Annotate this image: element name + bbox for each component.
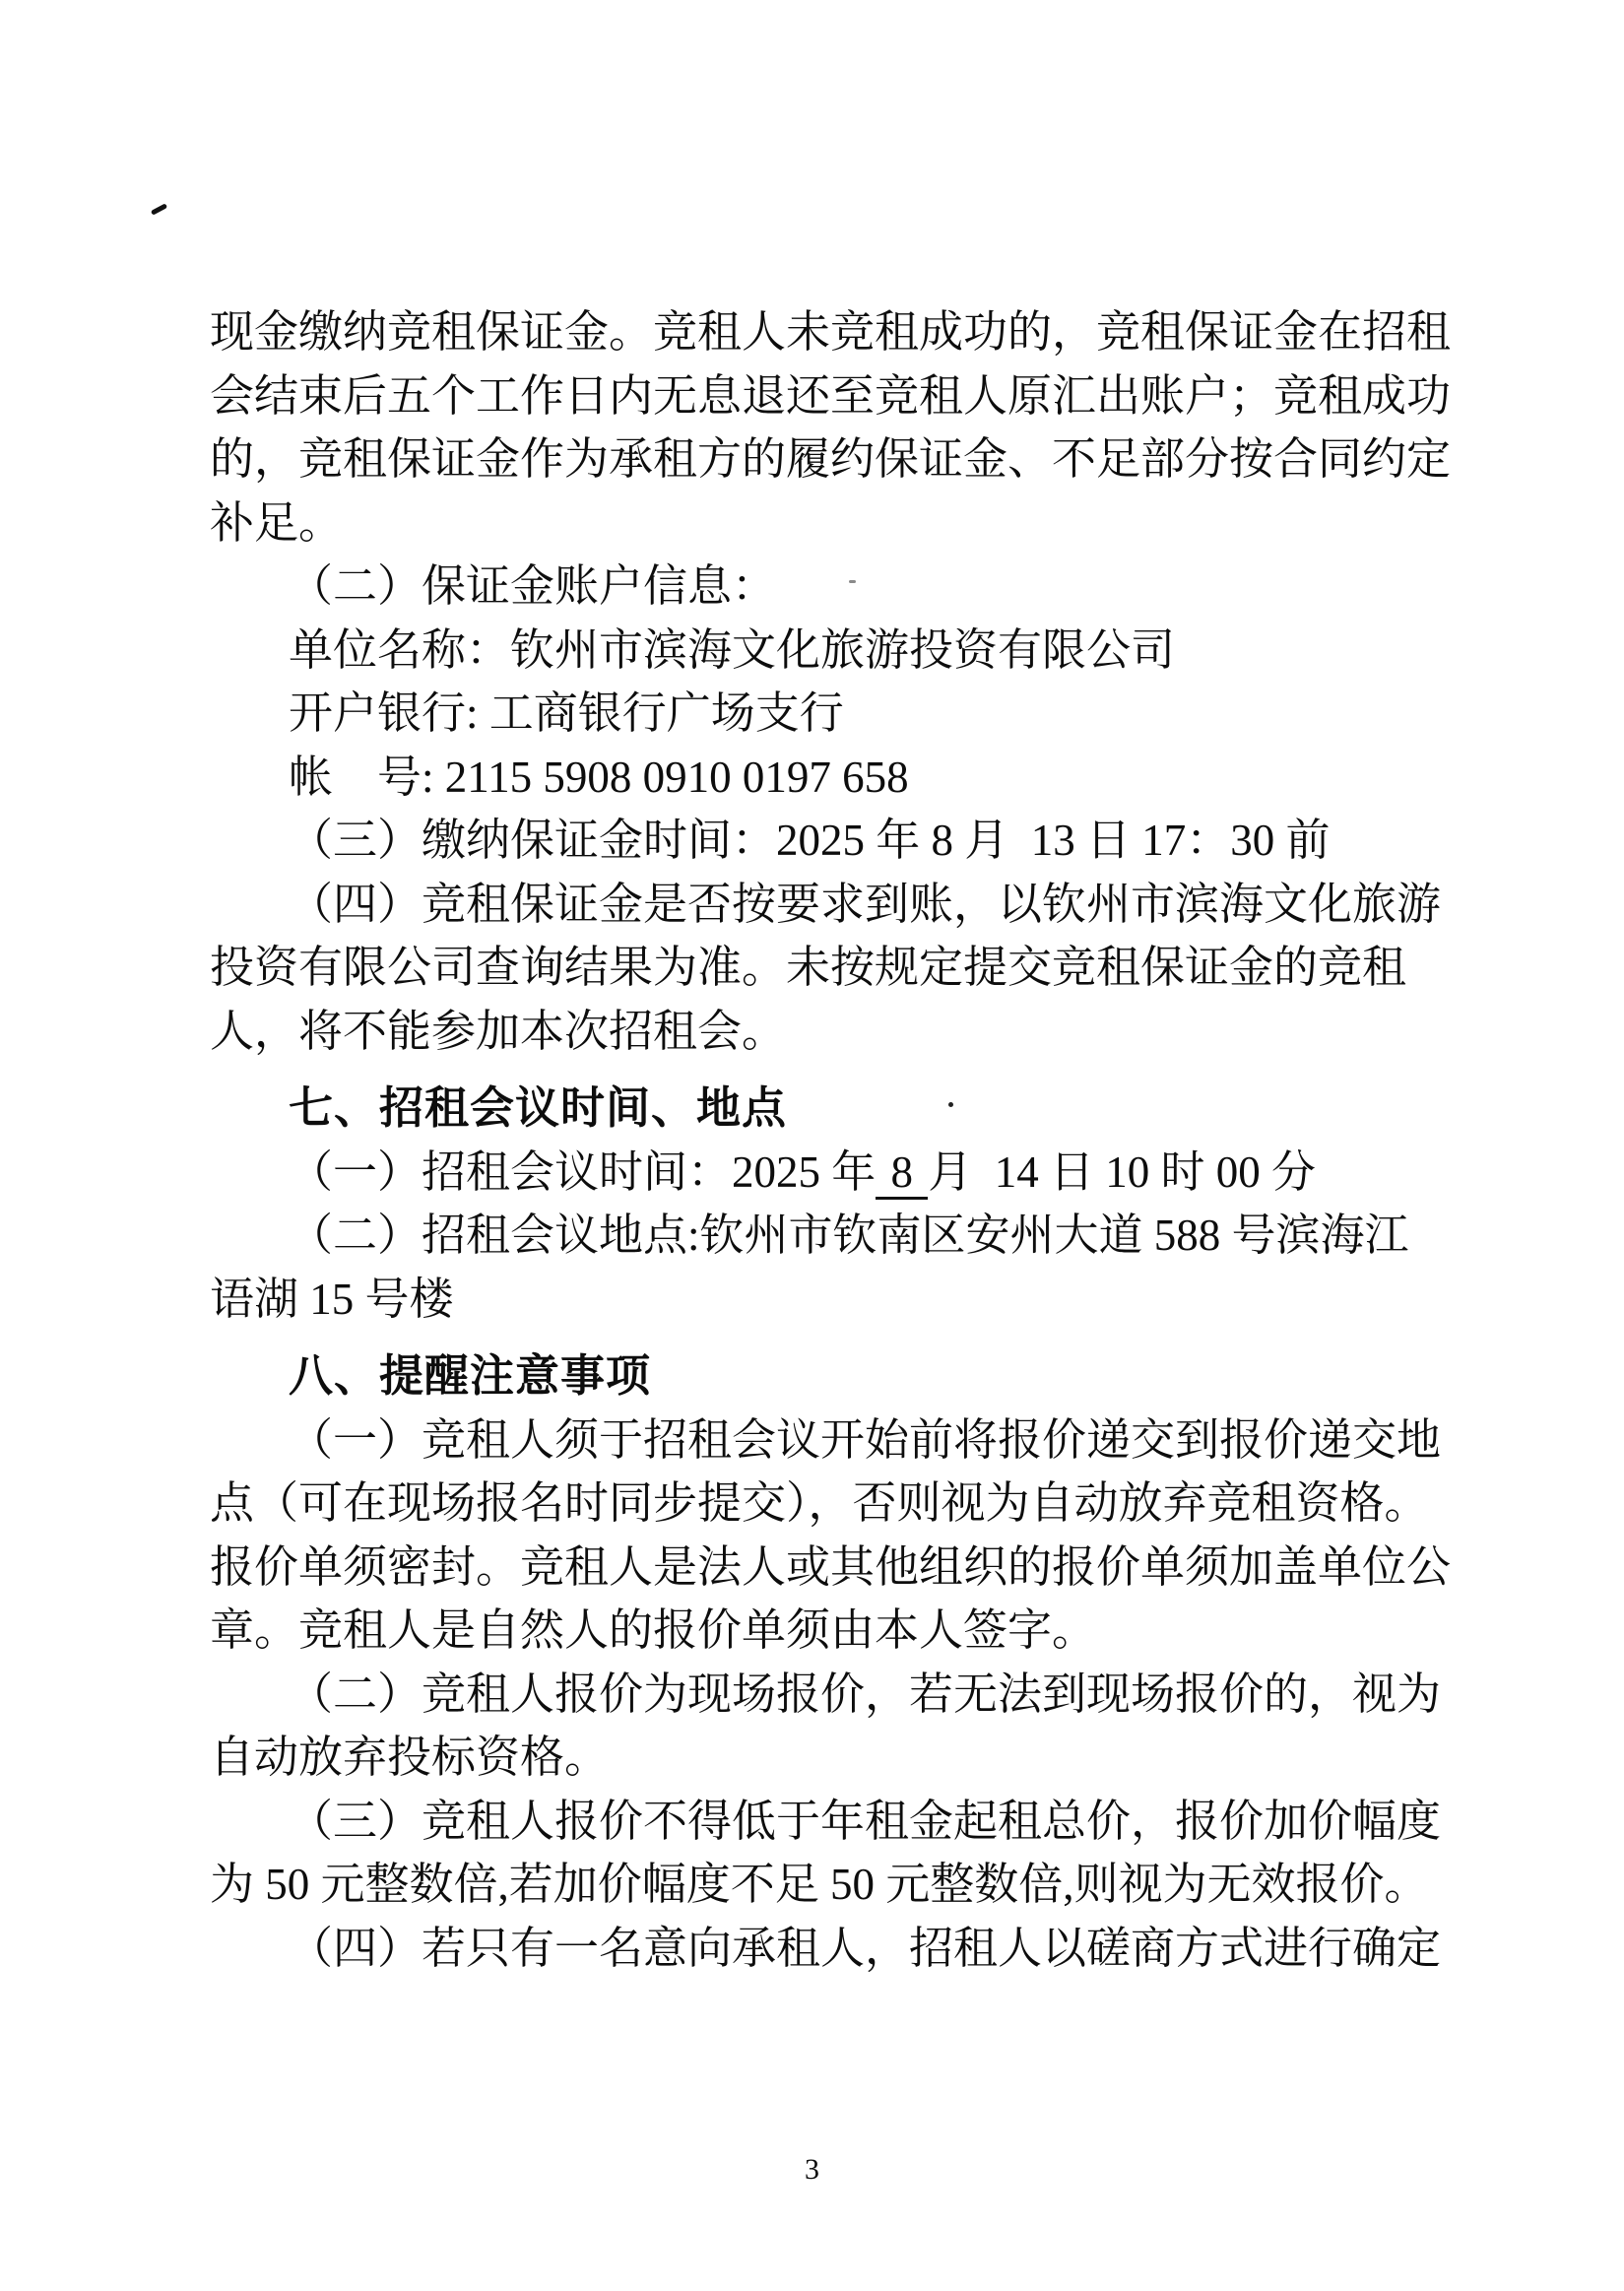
line-text: 人，将不能参加本次招租会。 <box>210 1006 787 1056</box>
line-text: 会结束后五个工作日内无息退还至竞租人原汇出账户；竞租成功 <box>210 370 1452 421</box>
line-text: 开户银行: 工商银行广场支行 <box>289 688 844 738</box>
document-line <box>210 300 1452 364</box>
line-text: 投资有限公司查询结果为准。未按规定提交竞租保证金的竞租 <box>210 943 1407 992</box>
line-text: 点（可在现场报名时同步提交），否则视为自动放弃竞租资格。 <box>210 1478 1429 1528</box>
document-line <box>210 555 1413 619</box>
document-line <box>210 746 1413 810</box>
line-text: （四）竞租保证金是否按要求到账，以钦州市滨海文化旅游 <box>289 879 1442 929</box>
section-heading <box>210 1077 1413 1141</box>
document-line <box>210 1268 1413 1332</box>
scan-artifact-mark <box>151 203 167 215</box>
line-text: 章。竞租人是自然人的报价单须由本人签字。 <box>210 1605 1097 1655</box>
line-text: （二）招租会议地点:钦州市钦南区安州大道 588 号滨海江 <box>289 1211 1409 1260</box>
document-line <box>210 1000 1413 1064</box>
line-text: 报价单须密封。竞租人是法人或其他组织的报价单须加盖单位公 <box>210 1541 1452 1592</box>
document-line <box>210 1790 1442 1854</box>
line-text: 帐 号: 2115 5908 0910 0197 658 <box>289 752 909 802</box>
line-text: 语湖 15 号楼 <box>210 1274 454 1324</box>
line-text: （二）竞租人报价为现场报价，若无法到现场报价的，视为 <box>289 1669 1442 1719</box>
line-text: 单位名称：钦州市滨海文化旅游投资有限公司 <box>289 624 1176 675</box>
line-text: （四）若只有一名意向承租人，招租人以磋商方式进行确定 <box>289 1923 1442 1973</box>
section-heading <box>210 1344 1413 1408</box>
document-line <box>210 1141 1413 1205</box>
document-line <box>210 1408 1442 1473</box>
document-line <box>210 491 1413 556</box>
document-line <box>210 1853 1429 1917</box>
page-number: 3 <box>805 2153 819 2186</box>
line-text: 为 50 元整数倍,若加价幅度不足 50 元整数倍,则视为无效报价。 <box>210 1860 1429 1909</box>
document-line <box>210 809 1413 873</box>
line-text: （三）缴纳保证金时间：2025 年 8 月 13 日 17：30 前 <box>289 816 1331 865</box>
line-text: （三）竞租人报价不得低于年租金起租总价，报价加价幅度 <box>289 1796 1442 1846</box>
document-line <box>210 619 1413 683</box>
underlined-value: 8 <box>876 1147 928 1200</box>
document-line <box>210 1536 1452 1600</box>
document-line <box>210 873 1442 937</box>
line-text: 七、招租会议时间、地点 <box>289 1082 788 1133</box>
document-line <box>210 364 1452 428</box>
document-line <box>210 1472 1429 1536</box>
document-line <box>210 1917 1442 1981</box>
line-text: 自动放弃投标资格。 <box>210 1733 610 1782</box>
document-line <box>210 1204 1413 1268</box>
document-line <box>210 936 1413 1000</box>
line-segment: 月 14 日 10 时 00 分 <box>928 1146 1317 1197</box>
document-line <box>210 1726 1413 1790</box>
line-segment: （一）招租会议时间：2025 年 <box>289 1146 877 1197</box>
line-text: 的，竞租保证金作为承租方的履约保证金、不足部分按合同约定 <box>210 434 1452 484</box>
line-text: 八、提醒注意事项 <box>289 1350 652 1401</box>
line-text: （一）竞租人须于招租会议开始前将报价递交到报价递交地 <box>289 1414 1442 1465</box>
document-line <box>210 427 1452 491</box>
document-line <box>210 1663 1442 1727</box>
document-body <box>210 300 1452 1980</box>
line-text: （二）保证金账户信息： <box>289 561 777 611</box>
line-text: 现金缴纳竞租保证金。竞租人未竞租成功的，竞租保证金在招租 <box>210 307 1452 357</box>
line-text: 补足。 <box>210 497 344 548</box>
document-line <box>210 682 1413 746</box>
document-line <box>210 1599 1413 1663</box>
